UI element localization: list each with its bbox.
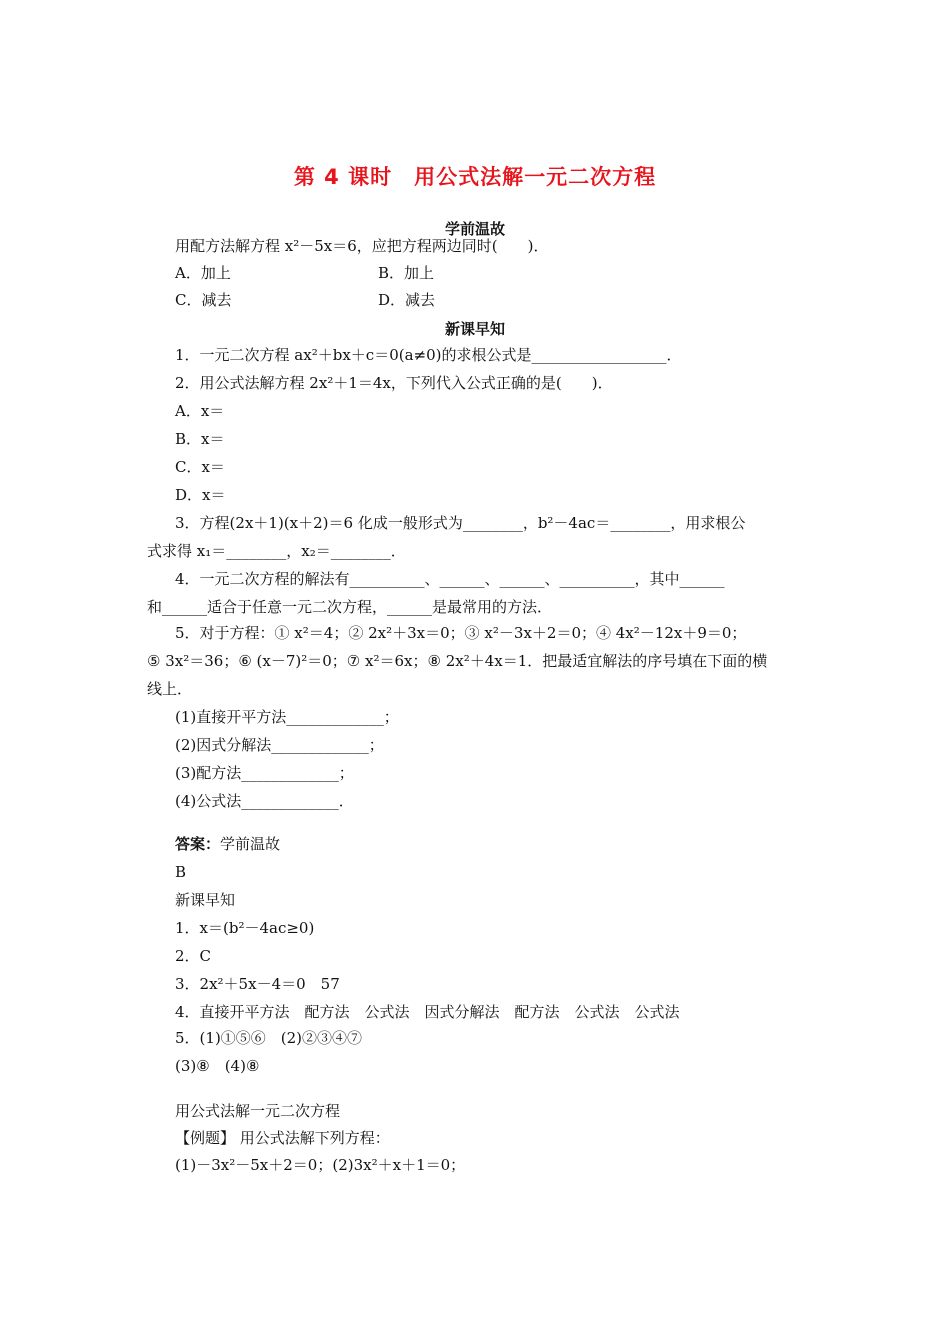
review-option-c: C．减去 — [175, 291, 232, 309]
preview-q5-line3: 线上． — [147, 680, 193, 698]
section2-example-equations: (1)－3x²－5x＋2＝0；(2)3x²＋x＋1＝0； — [175, 1156, 466, 1174]
preview-q2: 2．用公式法解方程 2x²＋1＝4x，下列代入公式正确的是( )． — [175, 374, 613, 392]
answers-review-answer: B — [175, 863, 187, 881]
preview-q1: 1．一元二次方程 ax²＋bx＋c＝0(a≠0)的求根公式是__________________． — [175, 346, 682, 364]
preview-q2-option-b: B．x＝ — [175, 430, 225, 448]
preview-q3-line2: 式求得 x₁＝________，x₂＝________． — [147, 542, 406, 560]
preview-q2-option-c: C．x＝ — [175, 458, 225, 476]
preview-q5-line1: 5．对于方程：① x²＝4；② 2x²＋3x＝0；③ x²－3x＋2＝0；④ 4x²－12x＋9＝0； — [175, 624, 747, 642]
preview-q4-line2: 和______适合于任意一元二次方程，______是最常用的方法． — [147, 598, 553, 616]
review-option-d: D．减去 — [378, 291, 436, 309]
answer-item-1: 1．x＝(b²－4ac≥0) — [175, 919, 315, 937]
preview-q5-line2: ⑤ 3x²＝36；⑥ (x－7)²＝0；⑦ x²＝6x；⑧ 2x²＋4x＝1．把最适宜解法的序号填在下面的横 — [147, 652, 768, 670]
preview-q2-option-a: A．x＝ — [175, 402, 225, 420]
review-heading: 学前温故 — [444, 220, 505, 238]
review-question: 用配方法解方程 x²－5x＝6，应把方程两边同时( )． — [175, 237, 549, 255]
page-title: 第 4 课时 用公式法解一元二次方程 — [293, 165, 657, 189]
answers-label: 答案： — [175, 835, 221, 853]
review-option-b: B．加上 — [378, 264, 435, 282]
preview-q5-item-2: (2)因式分解法_____________； — [175, 736, 384, 754]
preview-heading: 新课早知 — [444, 320, 505, 338]
preview-q4-line1: 4．一元二次方程的解法有__________、______、______、__________，其中______ — [175, 570, 725, 588]
preview-q2-option-d: D．x＝ — [175, 486, 226, 504]
section2-heading: 用公式法解一元二次方程 — [175, 1102, 341, 1120]
section2-example: 【例题】 用公式法解下列方程： — [175, 1129, 390, 1147]
answer-item-3: 3．2x²＋5x－4＝0 57 — [175, 975, 340, 993]
answers-review-heading: 学前温故 — [220, 835, 281, 853]
answer-item-2: 2．C — [175, 947, 212, 965]
answer-item-6: (3)⑧ (4)⑧ — [175, 1057, 260, 1075]
preview-q5-item-1: (1)直接开平方法_____________； — [175, 708, 399, 726]
answers-heading — [175, 834, 280, 854]
answer-item-4: 4．直接开平方法 配方法 公式法 因式分解法 配方法 公式法 公式法 — [175, 1003, 680, 1021]
preview-q5-item-3: (3)配方法_____________； — [175, 764, 354, 782]
preview-q3-line1: 3．方程(2x＋1)(x＋2)＝6 化成一般形式为________，b²－4ac＝________，用求根公 — [175, 514, 746, 532]
answers-preview-heading: 新课早知 — [175, 891, 236, 909]
preview-q5-item-4: (4)公式法_____________． — [175, 792, 354, 810]
review-option-a: A．加上 — [175, 264, 231, 282]
answer-item-5: 5．(1)①⑤⑥ (2)②③④⑦ — [175, 1029, 363, 1047]
